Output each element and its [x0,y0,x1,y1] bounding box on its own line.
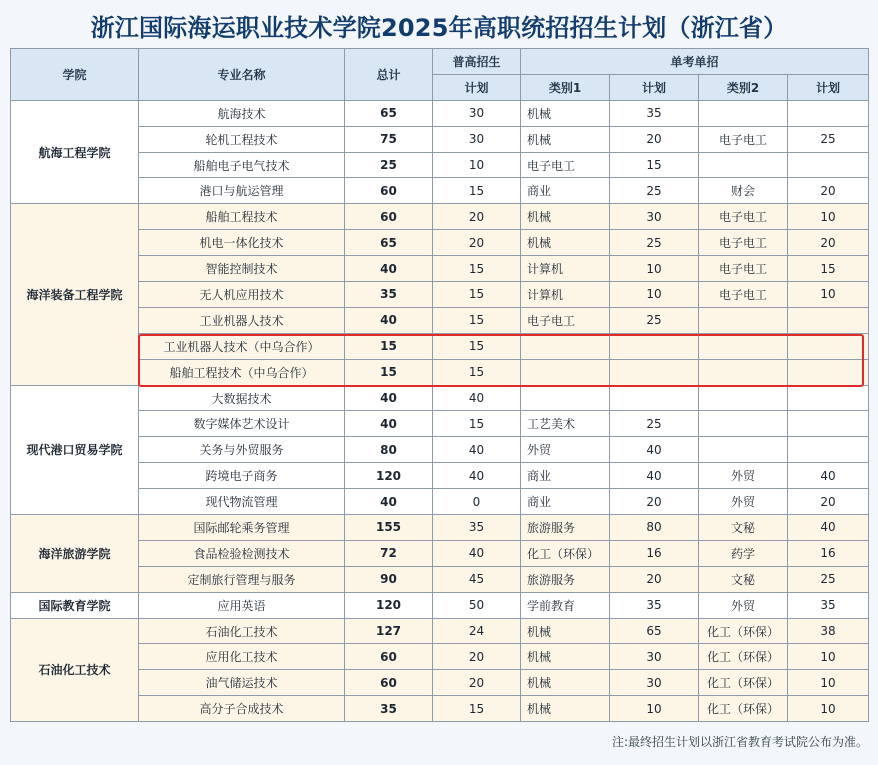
plan2-cell: 38 [788,618,869,644]
plan2-cell: 16 [788,540,869,566]
category1-cell: 机械 [521,126,610,152]
general-plan-cell: 45 [433,566,521,592]
header-plan2: 计划 [788,74,869,100]
page-title: 浙江国际海运职业技术学院2025年高职统招招生计划（浙江省） [90,14,788,42]
category1-cell: 电子电工 [521,307,610,333]
plan1-cell: 25 [610,307,699,333]
plan2-cell [788,437,869,463]
category2-cell: 电子电工 [699,230,788,256]
major-cell: 航海技术 [139,100,345,126]
major-cell: 船舶工程技术 [139,204,345,230]
table-row [11,618,869,644]
general-plan-cell: 40 [433,437,521,463]
general-plan-cell: 10 [433,152,521,178]
plan2-cell [788,100,869,126]
plan2-cell: 20 [788,230,869,256]
general-plan-cell: 15 [433,333,521,359]
major-cell: 船舶工程技术（中乌合作） [139,359,345,385]
plan1-cell: 30 [610,670,699,696]
category2-cell: 电子电工 [699,256,788,282]
category2-cell: 文秘 [699,566,788,592]
plan2-cell [788,307,869,333]
category1-cell [521,385,610,411]
general-plan-cell: 50 [433,592,521,618]
header-cat2: 类别2 [699,74,788,100]
college-cell: 航海工程学院 [11,100,139,204]
header-college: 学院 [11,49,139,101]
header-plan1: 计划 [610,74,699,100]
table-row [11,463,869,489]
category1-cell: 学前教育 [521,592,610,618]
category1-cell: 机械 [521,644,610,670]
total-cell: 127 [345,618,433,644]
total-cell: 120 [345,463,433,489]
major-cell: 关务与外贸服务 [139,437,345,463]
table-row [11,515,869,541]
major-cell: 数字媒体艺术设计 [139,411,345,437]
table-row [11,411,869,437]
plan1-cell: 35 [610,592,699,618]
category2-cell [699,100,788,126]
table-row [11,100,869,126]
table-row [11,437,869,463]
plan1-cell: 15 [610,152,699,178]
plan2-cell [788,152,869,178]
major-cell: 石油化工技术 [139,618,345,644]
table-row [11,540,869,566]
header-major: 专业名称 [139,49,345,101]
table-row [11,230,869,256]
total-cell: 40 [345,307,433,333]
header-single: 单考单招 [521,49,869,75]
category2-cell: 电子电工 [699,126,788,152]
plan2-cell [788,359,869,385]
table-body [11,100,869,721]
category1-cell: 计算机 [521,256,610,282]
major-cell: 高分子合成技术 [139,696,345,722]
plan2-cell: 40 [788,463,869,489]
category1-cell: 电子电工 [521,152,610,178]
total-cell: 15 [345,333,433,359]
college-cell: 海洋装备工程学院 [11,204,139,385]
general-plan-cell: 40 [433,540,521,566]
total-cell: 72 [345,540,433,566]
category2-cell: 外贸 [699,592,788,618]
plan2-cell: 40 [788,515,869,541]
college-cell: 海洋旅游学院 [11,515,139,593]
plan2-cell [788,385,869,411]
plan1-cell [610,385,699,411]
total-cell: 120 [345,592,433,618]
header-general-plan: 计划 [433,74,521,100]
category2-cell: 文秘 [699,515,788,541]
table-row [11,282,869,308]
category2-cell: 外贸 [699,463,788,489]
general-plan-cell: 40 [433,463,521,489]
general-plan-cell: 35 [433,515,521,541]
general-plan-cell: 15 [433,411,521,437]
category2-cell [699,437,788,463]
category2-cell: 化工（环保） [699,670,788,696]
table-row [11,385,869,411]
major-cell: 食品检验检测技术 [139,540,345,566]
total-cell: 35 [345,696,433,722]
table-row [11,178,869,204]
category2-cell: 化工（环保） [699,618,788,644]
category1-cell [521,333,610,359]
plan1-cell: 20 [610,566,699,592]
category2-cell [699,359,788,385]
plan1-cell: 35 [610,100,699,126]
category1-cell: 化工（环保） [521,540,610,566]
major-cell: 跨境电子商务 [139,463,345,489]
college-cell: 石油化工技术 [11,618,139,722]
plan1-cell: 25 [610,230,699,256]
category1-cell: 外贸 [521,437,610,463]
total-cell: 90 [345,566,433,592]
plan2-cell: 10 [788,644,869,670]
category1-cell: 机械 [521,696,610,722]
category1-cell: 计算机 [521,282,610,308]
major-cell: 应用英语 [139,592,345,618]
plan1-cell: 20 [610,489,699,515]
plan1-cell: 25 [610,178,699,204]
plan2-cell: 10 [788,696,869,722]
category2-cell [699,411,788,437]
total-cell: 15 [345,359,433,385]
enrollment-table [10,48,869,722]
general-plan-cell: 15 [433,307,521,333]
general-plan-cell: 15 [433,359,521,385]
category2-cell [699,152,788,178]
plan2-cell: 25 [788,126,869,152]
major-cell: 无人机应用技术 [139,282,345,308]
general-plan-cell: 20 [433,230,521,256]
table-row [11,307,869,333]
plan2-cell: 20 [788,178,869,204]
footnote: 注:最终招生计划以浙江省教育考试院公布为准。 [611,735,868,749]
category2-cell: 药学 [699,540,788,566]
category2-cell [699,385,788,411]
table-row [11,152,869,178]
total-cell: 80 [345,437,433,463]
college-cell: 现代港口贸易学院 [11,385,139,514]
general-plan-cell: 20 [433,644,521,670]
table-row [11,204,869,230]
table-row [11,256,869,282]
major-cell: 智能控制技术 [139,256,345,282]
category2-cell: 财会 [699,178,788,204]
plan2-cell: 10 [788,282,869,308]
category1-cell: 旅游服务 [521,566,610,592]
plan1-cell: 16 [610,540,699,566]
category2-cell: 电子电工 [699,204,788,230]
college-cell: 国际教育学院 [11,592,139,618]
table-row [11,670,869,696]
plan2-cell [788,333,869,359]
major-cell: 机电一体化技术 [139,230,345,256]
plan1-cell [610,333,699,359]
table-row [11,566,869,592]
major-cell: 轮机工程技术 [139,126,345,152]
total-cell: 60 [345,644,433,670]
category1-cell: 商业 [521,178,610,204]
category1-cell: 机械 [521,618,610,644]
table-header [11,49,869,101]
general-plan-cell: 0 [433,489,521,515]
general-plan-cell: 30 [433,100,521,126]
total-cell: 60 [345,204,433,230]
total-cell: 35 [345,282,433,308]
plan1-cell: 10 [610,282,699,308]
plan1-cell: 10 [610,256,699,282]
category2-cell: 电子电工 [699,282,788,308]
category1-cell: 机械 [521,230,610,256]
category1-cell [521,359,610,385]
table-row [11,359,869,385]
major-cell: 工业机器人技术（中乌合作） [139,333,345,359]
plan2-cell: 25 [788,566,869,592]
general-plan-cell: 20 [433,670,521,696]
enrollment-table-container [10,48,868,722]
major-cell: 船舶电子电气技术 [139,152,345,178]
major-cell: 应用化工技术 [139,644,345,670]
plan1-cell: 20 [610,126,699,152]
major-cell: 大数据技术 [139,385,345,411]
major-cell: 工业机器人技术 [139,307,345,333]
general-plan-cell: 15 [433,256,521,282]
table-row [11,333,869,359]
plan2-cell: 35 [788,592,869,618]
category1-cell: 商业 [521,489,610,515]
category2-cell [699,307,788,333]
table-row [11,696,869,722]
general-plan-cell: 40 [433,385,521,411]
plan2-cell: 10 [788,204,869,230]
total-cell: 60 [345,670,433,696]
total-cell: 65 [345,230,433,256]
total-cell: 75 [345,126,433,152]
plan2-cell: 15 [788,256,869,282]
category2-cell: 外贸 [699,489,788,515]
major-cell: 定制旅行管理与服务 [139,566,345,592]
major-cell: 港口与航运管理 [139,178,345,204]
category1-cell: 工艺美术 [521,411,610,437]
header-general: 普高招生 [433,49,521,75]
table-row [11,592,869,618]
total-cell: 40 [345,385,433,411]
table-row [11,126,869,152]
total-cell: 40 [345,256,433,282]
category1-cell: 机械 [521,670,610,696]
major-cell: 现代物流管理 [139,489,345,515]
general-plan-cell: 15 [433,696,521,722]
plan1-cell: 30 [610,204,699,230]
plan1-cell: 80 [610,515,699,541]
total-cell: 65 [345,100,433,126]
major-cell: 国际邮轮乘务管理 [139,515,345,541]
category1-cell: 商业 [521,463,610,489]
plan1-cell: 65 [610,618,699,644]
general-plan-cell: 30 [433,126,521,152]
header-cat1: 类别1 [521,74,610,100]
plan1-cell: 30 [610,644,699,670]
major-cell: 油气储运技术 [139,670,345,696]
table-row [11,489,869,515]
total-cell: 40 [345,489,433,515]
general-plan-cell: 20 [433,204,521,230]
plan1-cell: 10 [610,696,699,722]
header-total: 总计 [345,49,433,101]
category2-cell: 化工（环保） [699,696,788,722]
plan2-cell: 10 [788,670,869,696]
category1-cell: 旅游服务 [521,515,610,541]
plan1-cell [610,359,699,385]
category1-cell: 机械 [521,204,610,230]
total-cell: 155 [345,515,433,541]
plan2-cell [788,411,869,437]
total-cell: 25 [345,152,433,178]
category1-cell: 机械 [521,100,610,126]
plan1-cell: 40 [610,463,699,489]
general-plan-cell: 24 [433,618,521,644]
plan1-cell: 40 [610,437,699,463]
total-cell: 40 [345,411,433,437]
plan2-cell: 20 [788,489,869,515]
category2-cell: 化工（环保） [699,644,788,670]
table-row [11,644,869,670]
plan1-cell: 25 [610,411,699,437]
category2-cell [699,333,788,359]
general-plan-cell: 15 [433,178,521,204]
general-plan-cell: 15 [433,282,521,308]
total-cell: 60 [345,178,433,204]
